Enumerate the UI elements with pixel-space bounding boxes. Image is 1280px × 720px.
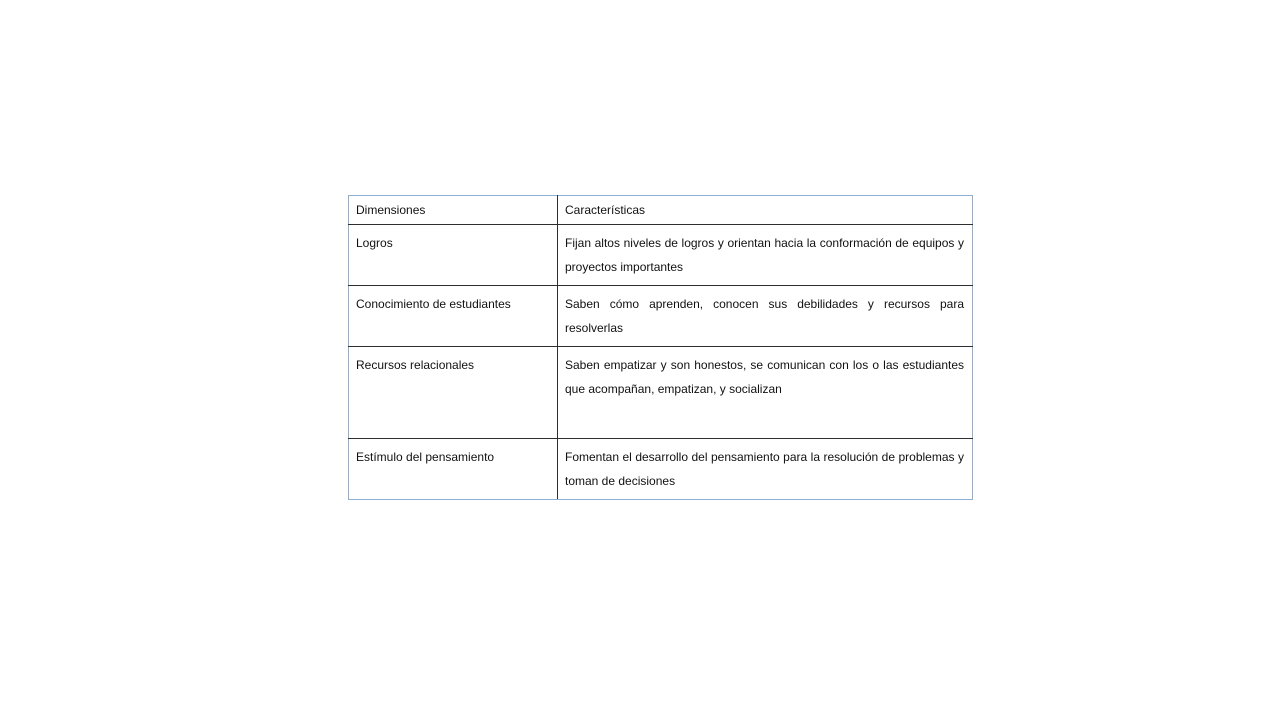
dimension-cell: Estímulo del pensamiento xyxy=(349,439,558,500)
dimensions-table xyxy=(348,195,973,500)
table-row xyxy=(349,286,973,347)
dimension-cell: Recursos relacionales xyxy=(349,347,558,439)
table-row xyxy=(349,225,973,286)
table-row xyxy=(349,439,973,500)
characteristics-cell: Fijan altos niveles de logros y orientan hacia la conformación de equipos y proyectos importantes xyxy=(558,225,973,286)
dimension-cell: Conocimiento de estudiantes xyxy=(349,286,558,347)
characteristics-cell: Saben empatizar y son honestos, se comunican con los o las estudiantes que acompañan, empatizan, y socializan xyxy=(558,347,973,439)
table-header-row xyxy=(349,196,973,225)
header-caracteristicas: Características xyxy=(558,196,973,225)
header-dimensiones: Dimensiones xyxy=(349,196,558,225)
characteristics-cell: Fomentan el desarrollo del pensamiento para la resolución de problemas y toman de decisiones xyxy=(558,439,973,500)
table-row xyxy=(349,347,973,439)
characteristics-cell: Saben cómo aprenden, conocen sus debilidades y recursos para resolverlas xyxy=(558,286,973,347)
dimension-cell: Logros xyxy=(349,225,558,286)
